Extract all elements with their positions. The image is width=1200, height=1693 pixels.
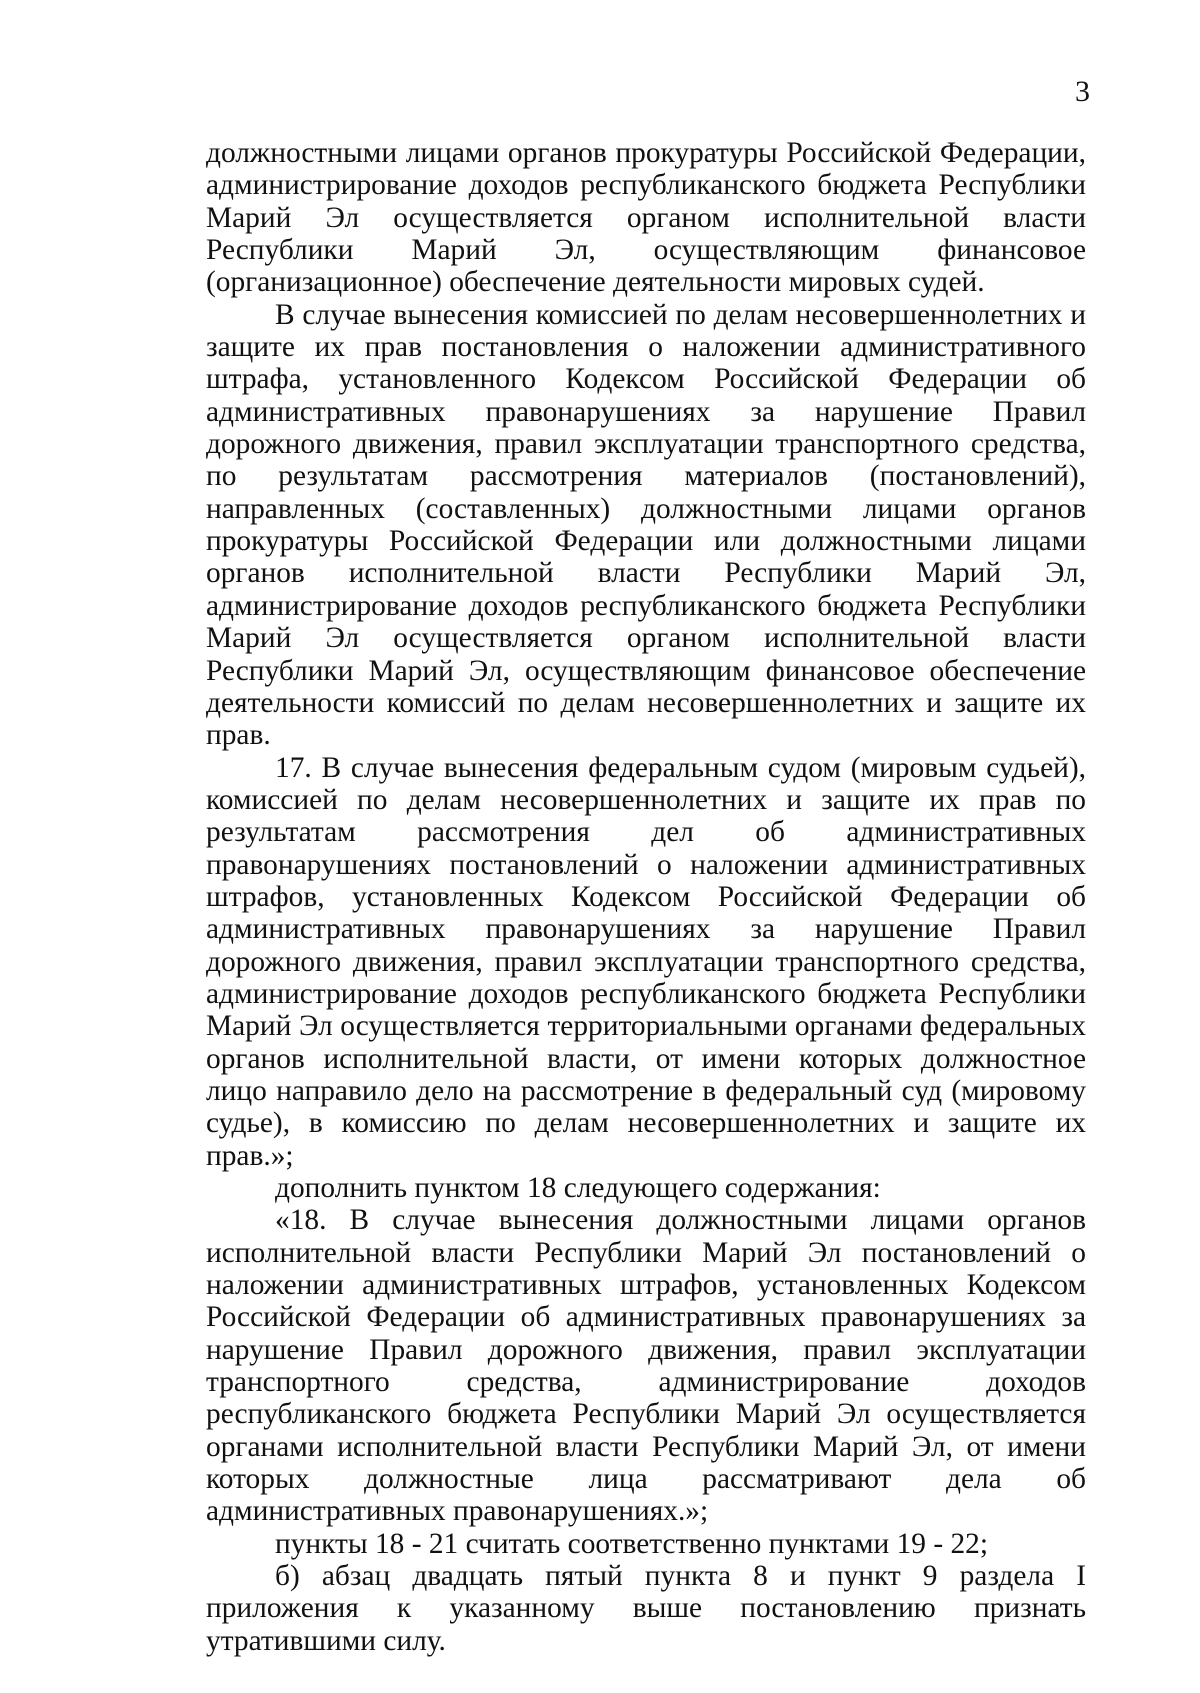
paragraph: должностными лицами органов прокуратуры Российской Федерации, администрирование доходов республиканского бюджета Республики Марий Эл осуществляется органом исполнительной власти Республики Марий Эл, осуществляющим финансовое (организационное) обеспечение деятельности мировых судей. [206,137,1086,299]
page-number: 3 [1075,75,1090,108]
paragraph: «18. В случае вынесения должностными лицами органов исполнительной власти Республики Марий Эл постановлений о наложении административных штрафов, установленных Кодексом Российской Федерации об административных правонарушениях за нарушение Правил дорожного движения, правил эксплуатации транспортного средства, администрирование доходов республиканского бюджета Республики Марий Эл осуществляется органами исполнительной власти Республики Марий Эл, от имени которых должностные лица рассматривают дела об административных правонарушениях.»; [206,1204,1086,1528]
paragraph: В случае вынесения комиссией по делам несовершеннолетних и защите их прав постановления о наложении административного штрафа, установленного Кодексом Российской Федерации об административных правонарушениях за нарушение Правил дорожного движения, правил эксплуатации транспортного средства, по результатам рассмотрения материалов (постановлений), направленных (составленных) должностными лицами органов прокуратуры Российской Федерации или должностными лицами органов исполнительной власти Республики Марий Эл, администрирование доходов республиканского бюджета Республики Марий Эл осуществляется органом исполнительной власти Республики Марий Эл, осуществляющим финансовое обеспечение деятельности комиссий по делам несовершеннолетних и защите их прав. [206,298,1086,752]
paragraph: пункты 18 - 21 считать соответственно пунктами 19 - 22; [275,1527,989,1560]
paragraph: б) абзац двадцать пятый пункта 8 и пункт 9 раздела I приложения к указанному выше постановлению признать утратившими силу. [206,1560,1086,1657]
paragraph: дополнить пунктом 18 следующего содержания: [275,1172,881,1204]
paragraph: 17. В случае вынесения федеральным судом (мировым судьей), комиссией по делам несовершеннолетних и защите их прав по результатам рассмотрения дел об административных правонарушениях постановлений о наложении административных штрафов, установленных Кодексом Российской Федерации об административных правонарушениях за нарушение Правил дорожного движения, правил эксплуатации транспортного средства, администрирование доходов республиканского бюджета Республики Марий Эл осуществляется территориальными органами федеральных органов исполнительной власти, от имени которых должностное лицо направило дело на рассмотрение в федеральный суд (мировому судье), в комиссию по делам несовершеннолетних и защите их прав.»; [206,751,1086,1172]
document-body [206,137,1086,1657]
